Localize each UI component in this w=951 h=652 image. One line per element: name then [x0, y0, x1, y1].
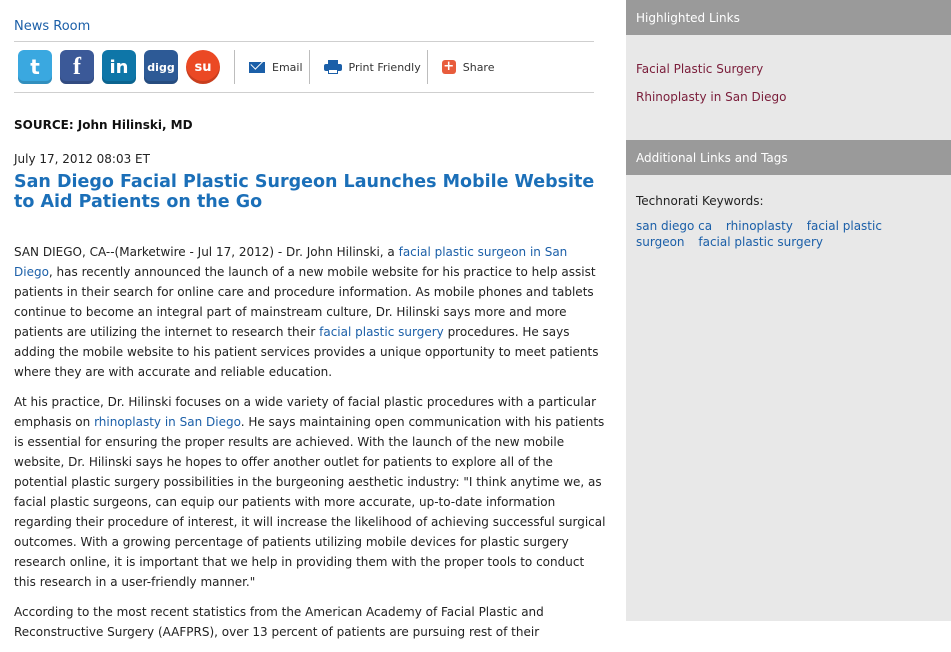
share-bar	[14, 41, 594, 93]
tag-link[interactable]: facial plastic surgery	[698, 235, 823, 249]
divider	[234, 50, 235, 84]
paragraph-3: According to the most recent statistics from the American Academy of Facial Plastic and Reconstructive Surgery (AAFPRS), over 13 percent of patients are pursuing rest of their	[14, 605, 544, 639]
text: , has recently announced the launch of a new mobile website for his practice to help assist patients in their search for online care and procedure information. As mobile phones and tablets continue to become an integral part of mainstream culture, Dr. Hilinski says more and more patients are utilizing the internet to research their	[14, 265, 596, 339]
stumbleupon-icon[interactable]: su	[186, 50, 220, 84]
main-column	[14, 0, 604, 652]
sidebar-link-facial-plastic-surgery[interactable]: Facial Plastic Surgery	[636, 62, 764, 76]
article-title: San Diego Facial Plastic Surgeon Launches Mobile Website to Aid Patients on the Go	[14, 172, 595, 212]
print-label: Print Friendly	[348, 60, 421, 74]
newsroom-link[interactable]: News Room	[14, 19, 91, 34]
twitter-icon[interactable]: t	[18, 50, 52, 84]
text: . He says maintaining open communication with his patients is essential for ensuring the proper results are achieved. With the launch of the new mobile website, Dr. Hilinski says he hopes to offer another outlet for patients to explore all of the potential plastic surgery possibilities in the burgeoning aesthetic industry: "I think anytime we, as facial plastic surgeons, can equip our patients with more accurate, up-to-date information regarding their procedure of interest, it will increase the likelihood of achieving successful surgical outcomes. With a growing percentage of patients utilizing mobile devices for plastic surgery research online, it is important that we help in providing them with the proper tools to conduct this research in a user-friendly manner."	[14, 415, 606, 589]
email-button[interactable]	[249, 61, 303, 74]
article-source: SOURCE: John Hilinski, MD	[14, 118, 193, 132]
facebook-icon[interactable]: f	[60, 50, 94, 84]
printer-icon	[324, 60, 342, 74]
highlighted-links	[626, 35, 951, 140]
keywords-label: Technorati Keywords:	[636, 194, 764, 208]
tag-link[interactable]: rhinoplasty	[725, 219, 793, 233]
sidebar	[626, 0, 951, 621]
article-date: July 17, 2012 08:03 ET	[14, 152, 150, 166]
envelope-icon	[249, 62, 265, 73]
share-label: Share	[462, 60, 495, 74]
text: At his practice, Dr. Hilinski focuses on a wide variety of facial plastic procedures with a particular emphasis on	[14, 395, 597, 429]
linkedin-icon[interactable]: in	[102, 50, 136, 84]
tag-link[interactable]: san diego ca	[636, 219, 713, 233]
divider	[427, 50, 428, 84]
divider	[309, 50, 310, 84]
print-friendly-button[interactable]	[324, 60, 421, 74]
tag-list	[636, 218, 936, 250]
sidebar-link-rhinoplasty[interactable]: Rhinoplasty in San Diego	[636, 90, 787, 104]
link-facial-plastic-surgery[interactable]: facial plastic surgery	[319, 325, 444, 339]
additional-links-header: Additional Links and Tags	[626, 140, 951, 175]
link-facial-plastic-surgeon-san-diego[interactable]: facial plastic surgeon in San Diego	[14, 245, 568, 279]
text: procedures. He says adding the mobile website to his patient services provides a unique opportunity to meet patients where they are with accurate and reliable education.	[14, 325, 599, 379]
highlighted-links-header: Highlighted Links	[626, 0, 951, 35]
paragraph-1	[14, 242, 606, 382]
text: SAN DIEGO, CA--(Marketwire - Jul 17, 2012) - Dr. John Hilinski, a	[14, 245, 399, 259]
link-rhinoplasty-san-diego[interactable]: rhinoplasty in San Diego	[94, 415, 241, 429]
tag-link[interactable]: facial plastic surgeon	[636, 219, 882, 249]
digg-icon[interactable]: digg	[144, 50, 178, 84]
email-label: Email	[272, 60, 303, 74]
plus-icon: +	[443, 59, 455, 74]
tags-section	[626, 175, 951, 250]
share-button[interactable]	[442, 60, 495, 74]
paragraph-2	[14, 392, 606, 592]
article-body	[14, 242, 606, 642]
